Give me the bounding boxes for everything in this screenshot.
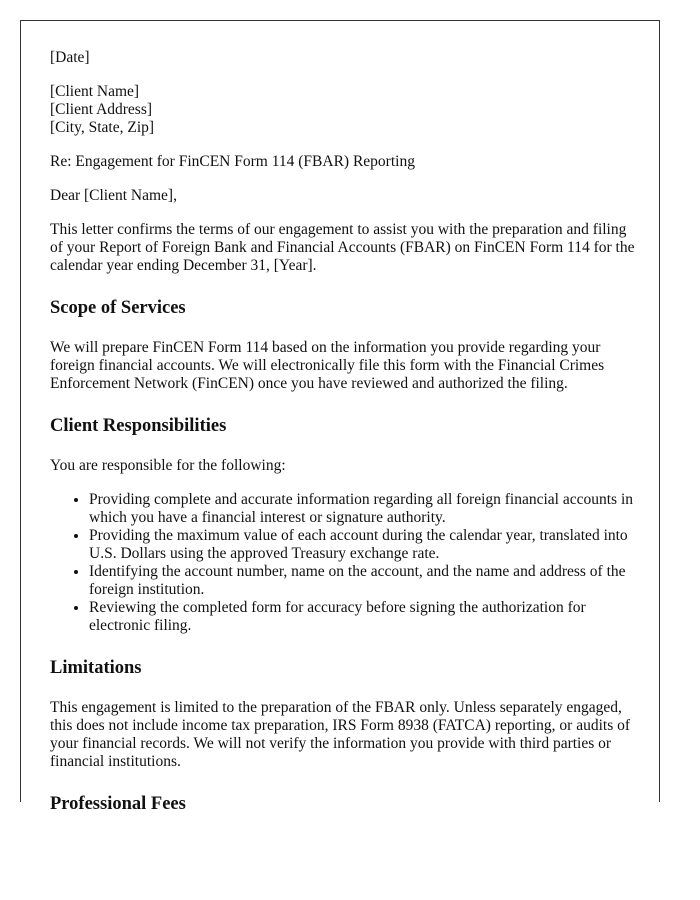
client-responsibilities-list: [50, 491, 635, 635]
recipient-city-state-zip: [City, State, Zip]: [50, 119, 155, 136]
list-item: • Providing complete and accurate information regarding all foreign financial accounts in which you have a financial interest or signature authority.: [89, 491, 635, 527]
recipient-name: [Client Name]: [50, 83, 140, 100]
letter-salutation: Dear [Client Name],: [50, 187, 177, 204]
section-heading-scope-of-services: Scope of Services: [50, 298, 186, 318]
section-body-client-responsibilities: You are responsible for the following:: [50, 457, 286, 474]
list-item: • Identifying the account number, name on the account, and the name and address of the foreign institution.: [89, 563, 635, 599]
letter-intro: This letter confirms the terms of our engagement to assist you with the preparation and filing of your Report of Foreign Bank and Financial Accounts (FBAR) on FinCEN Form 114 for the calendar year ending December 31, [Year].: [50, 221, 635, 274]
section-heading-limitations: Limitations: [50, 658, 142, 678]
list-item: • Reviewing the completed form for accuracy before signing the authorization for electronic filing.: [89, 599, 635, 635]
letter-content: [50, 49, 635, 835]
section-body-scope-of-services: We will prepare FinCEN Form 114 based on the information you provide regarding your foreign financial accounts. We will electronically file this form with the Financial Crimes Enforcement Network (FinCEN) once you have reviewed and authorized the filing.: [50, 339, 605, 392]
recipient-address-block: [50, 83, 635, 137]
letter-subject: Re: Engagement for FinCEN Form 114 (FBAR) Reporting: [50, 153, 415, 170]
section-heading-professional-fees: Professional Fees: [50, 794, 186, 814]
recipient-address: [Client Address]: [50, 101, 153, 118]
letter-date: [Date]: [50, 49, 90, 66]
list-item: • Providing the maximum value of each account during the calendar year, translated into U.S. Dollars using the approved Treasury exchange rate.: [89, 527, 635, 563]
letter-page: [20, 20, 660, 814]
section-body-limitations: This engagement is limited to the preparation of the FBAR only. Unless separately engaged, this does not include income tax preparation, IRS Form 8938 (FATCA) reporting, or audits of your financial records. We will not verify the information you provide with third parties or financial institutions.: [50, 699, 631, 770]
section-heading-client-responsibilities: Client Responsibilities: [50, 416, 227, 436]
